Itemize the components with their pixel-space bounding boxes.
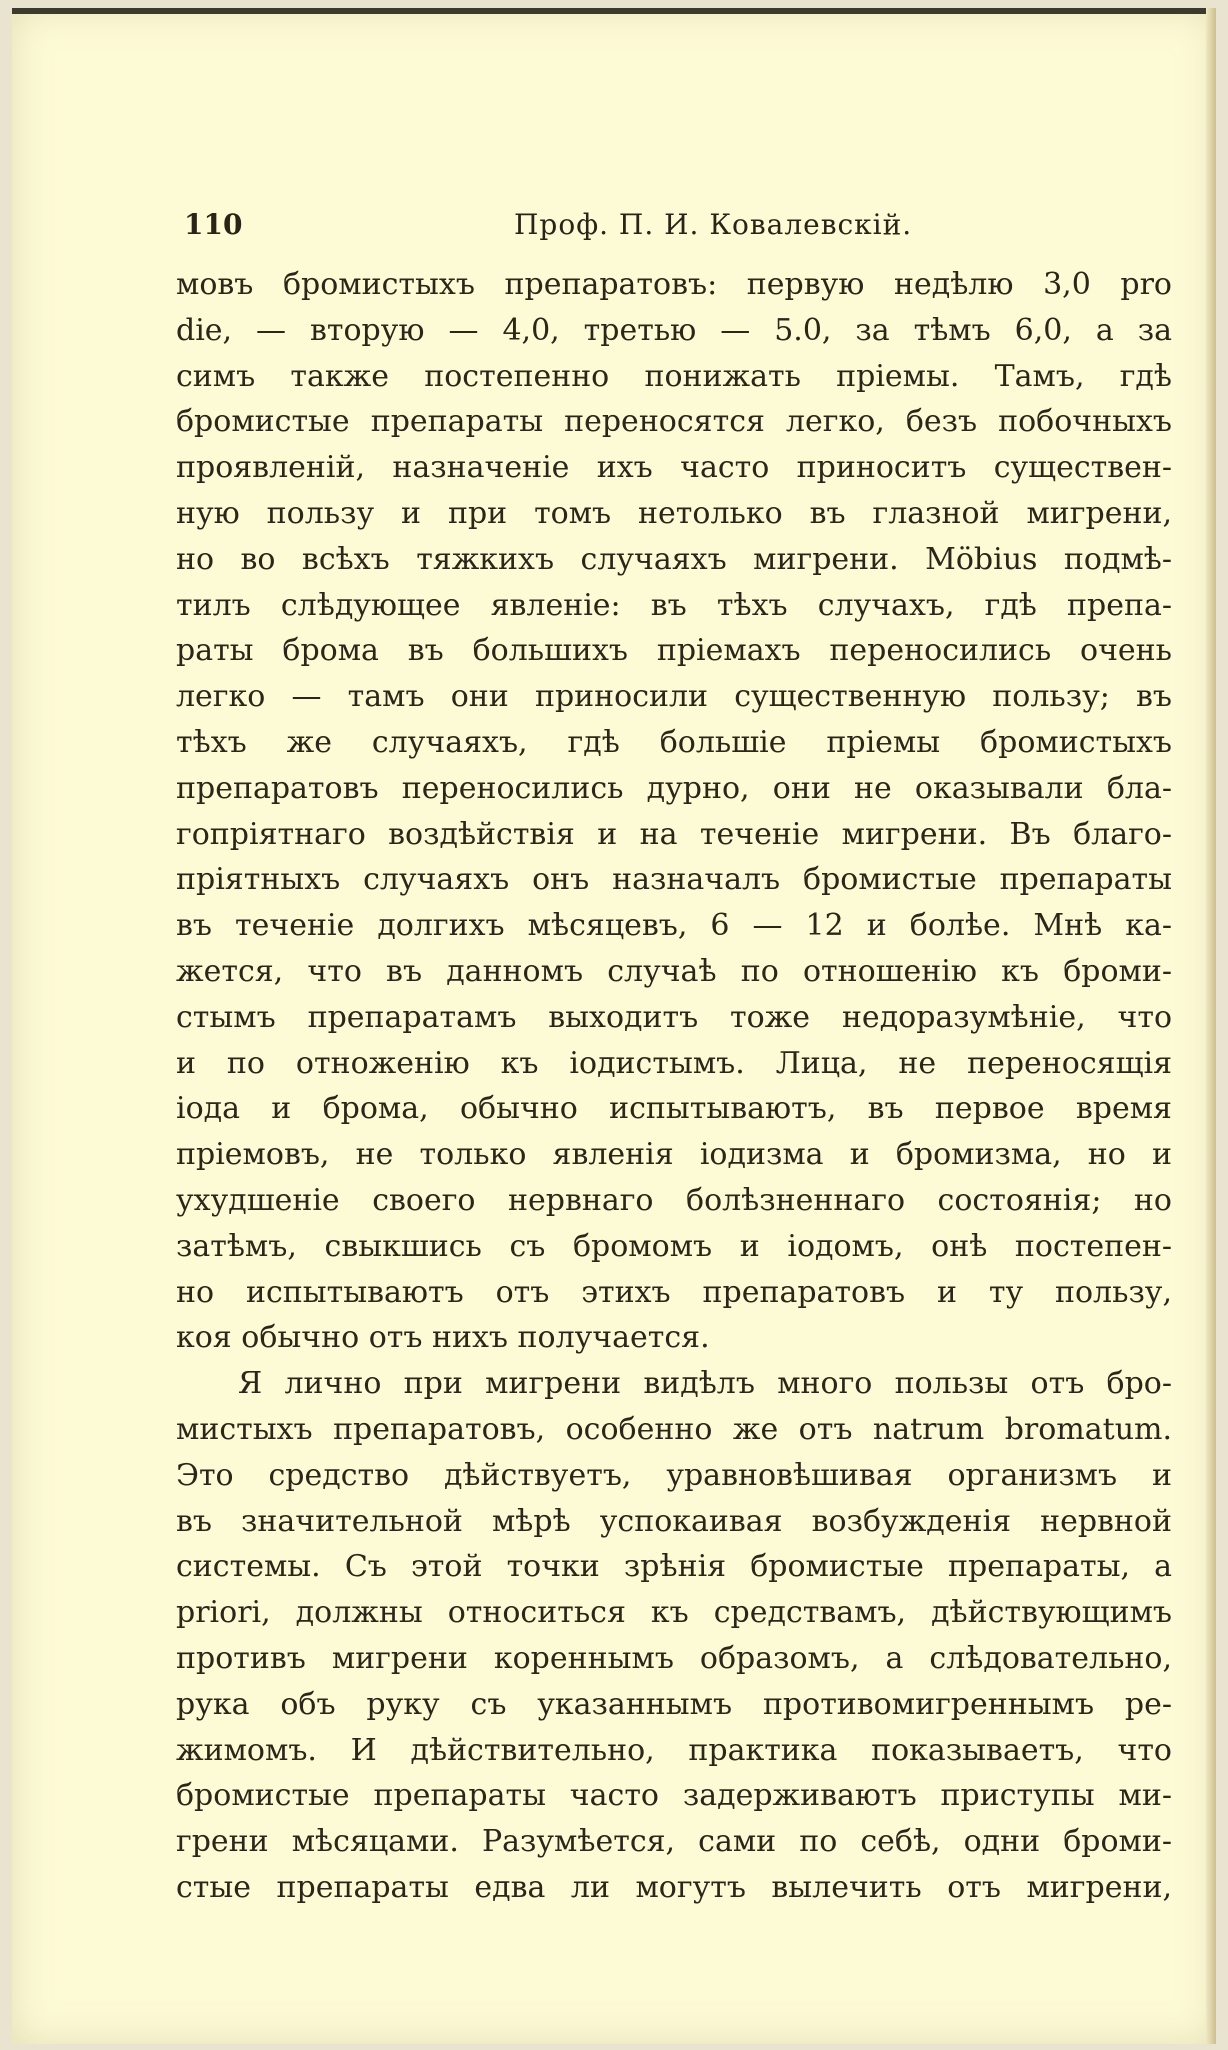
paragraph: [176, 1361, 1172, 1911]
text-line: легко — тамъ они приносили существенную пользу; въ: [176, 679, 1172, 715]
text-line: но во всѣхъ тяжкихъ случаяхъ мигрени. Möbius подмѣ-: [176, 541, 1172, 577]
text-line: раты брома въ большихъ пріемахъ переносились очень: [176, 633, 1172, 669]
body-text: [176, 262, 1172, 1911]
text-line: priori, должны относиться къ средствамъ, дѣйствующимъ: [176, 1595, 1172, 1631]
text-line: грени мѣсяцами. Разумѣется, сами по себѣ, одни броми-: [176, 1824, 1172, 1860]
text-line: пріятныхъ случаяхъ онъ назначалъ бромистые препараты: [176, 862, 1172, 898]
text-line: препаратовъ переносились дурно, они не оказывали бла-: [176, 770, 1172, 806]
text-line: и по отноженію къ іодистымъ. Лица, не переносящія: [176, 1045, 1172, 1081]
text-line: Это средство дѣйствуетъ, уравновѣшивая организмъ и: [176, 1457, 1172, 1493]
text-line: системы. Съ этой точки зрѣнія бромистые препараты, a: [176, 1549, 1172, 1585]
page-number: 110: [184, 208, 243, 241]
text-line: противъ мигрени кореннымъ образомъ, а слѣдовательно,: [176, 1640, 1172, 1676]
text-line: ную пользу и при томъ нетолько въ глазной мигрени,: [176, 495, 1172, 531]
text-line: тѣхъ же случаяхъ, гдѣ большіе пріемы бромистыхъ: [176, 724, 1172, 760]
running-head: Проф. П. И. Ковалевскій.: [514, 208, 913, 241]
text-line: мовъ бромистыхъ препаратовъ: первую недѣлю 3,0 pro: [176, 267, 1172, 302]
text-line: проявленій, назначеніе ихъ часто приноситъ существен-: [176, 450, 1172, 486]
text-line: рука объ руку съ указаннымъ противомигреннымъ ре-: [176, 1686, 1172, 1722]
page-right-edge: [1206, 8, 1216, 2044]
text-line: но испытываютъ отъ этихъ препаратовъ и ту пользу,: [176, 1274, 1172, 1310]
text-line: въ значительной мѣрѣ успокаивая возбужденія нервной: [176, 1503, 1172, 1539]
text-line: мистыхъ препаратовъ, особенно же отъ natrum bromatum.: [176, 1411, 1172, 1447]
text-line: Я лично при мигрени видѣлъ много пользы отъ бро-: [238, 1366, 1172, 1402]
text-line: жимомъ. И дѣйствительно, практика показываетъ, что: [176, 1732, 1172, 1768]
text-line: стымъ препаратамъ выходитъ тоже недоразумѣніе, что: [176, 999, 1172, 1035]
text-line: стые препараты едва ли могутъ вылечить отъ мигрени,: [176, 1869, 1172, 1905]
page-top-edge: [12, 8, 1216, 14]
page-header: [184, 208, 1184, 252]
text-line: затѣмъ, свыкшись съ бромомъ и іодомъ, онѣ постепен-: [176, 1228, 1172, 1264]
text-line: въ теченіе долгихъ мѣсяцевъ, 6 — 12 и болѣе. Мнѣ ка-: [176, 908, 1172, 944]
text-line: жется, что въ данномъ случаѣ по отношенію къ броми-: [176, 953, 1172, 989]
text-line: die, — вторую — 4,0, третью — 5.0, за тѣмъ 6,0, а за: [176, 312, 1172, 348]
text-line: бромистые препараты часто задерживаютъ приступы ми-: [176, 1778, 1172, 1814]
text-line: пріемовъ, не только явленія іодизма и бромизма, но и: [176, 1137, 1172, 1173]
text-line: бромистые препараты переносятся легко, безъ побочныхъ: [176, 404, 1172, 440]
text-line: тилъ слѣдующее явленіе: въ тѣхъ случахъ, гдѣ препа-: [176, 587, 1172, 623]
paragraph: [176, 262, 1172, 1361]
text-line: гопріятнаго воздѣйствія и на теченіе мигрени. Въ благо-: [176, 816, 1172, 852]
text-line: іода и брома, обычно испытываютъ, въ первое время: [176, 1091, 1172, 1127]
text-line: симъ также постепенно понижать пріемы. Тамъ, гдѣ: [176, 358, 1172, 394]
text-line: ухудшеніе своего нервнаго болѣзненнаго состоянія; но: [176, 1182, 1172, 1218]
text-line: коя обычно отъ нихъ получается.: [176, 1320, 710, 1356]
